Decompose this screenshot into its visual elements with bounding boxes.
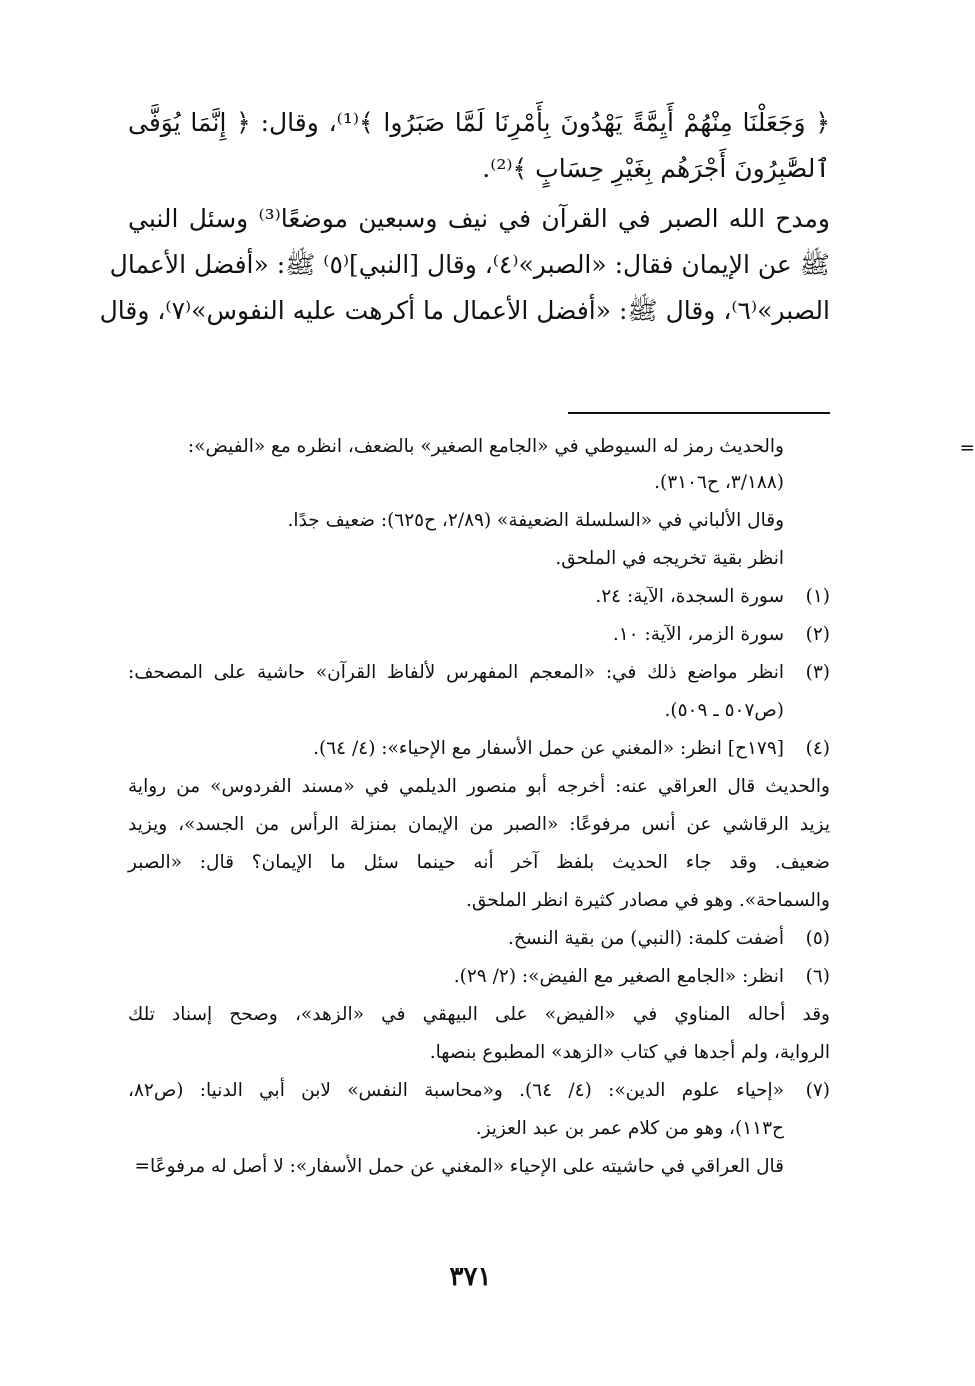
footnote-row	[128, 700, 830, 736]
footnote-text: يزيد الرقاشي عن أنس مرفوعًا: «الصبر من الإيمان بمنزلة الرأس من الجسد»، ويزيد	[128, 814, 830, 835]
footnote-text: [١٧٩ح] انظر: «المغني عن حمل الأسفار مع الإحياء»: (٤/ ٦٤).	[313, 738, 784, 759]
footnote-row	[128, 1042, 830, 1078]
footnote-text: قال العراقي في حاشيته على الإحياء «المغني عن حمل الأسفار»: لا أصل له مرفوعًا=	[134, 1156, 784, 1177]
footnote-row	[128, 472, 830, 508]
footnote-row	[128, 1080, 830, 1116]
footnote-number: (٥)	[805, 928, 830, 949]
footnote-text: ضعيف. وقد جاء الحديث بلفظ آخر أنه حينما سئل ما الإيمان؟ قال: «الصبر	[128, 852, 830, 873]
footnote-text: والسماحة». وهو في مصادر كثيرة انظر الملحق.	[465, 890, 830, 911]
footnote-row	[128, 776, 830, 812]
main-line-2: ٱلصَّٰبِرُونَ أَجْرَهُم بِغَيْرِ حِسَابٍ ﴾⁽²⁾.	[482, 154, 830, 183]
footnote-number: (١)	[805, 586, 830, 607]
footnote-row	[128, 852, 830, 888]
footnote-text: الرواية، ولم أجدها في كتاب «الزهد» المطبوع بنصها.	[429, 1042, 830, 1063]
footnote-row	[128, 624, 830, 660]
footnote-text: انظر مواضع ذلك في: «المعجم المفهرس لألفاظ القرآن» حاشية على المصحف:	[128, 662, 784, 683]
main-line-5: الصبر»⁽٦⁾، وقال ﷺ: «أفضل الأعمال ما أكرهت عليه النفوس»⁽٧⁾، وقال	[99, 296, 830, 325]
footnote-text: سورة السجدة، الآية: ٢٤.	[595, 586, 784, 607]
footnote-text: وقال الألباني في «السلسلة الضعيفة» (٢/٨٩، ح٦٢٥): ضعيف جدًا.	[287, 510, 784, 531]
footnote-row	[128, 1118, 830, 1154]
footnote-number: (٣)	[805, 662, 830, 683]
continuation-mark: =	[959, 438, 975, 459]
footnote-row	[128, 510, 830, 546]
footnote-text: وقد أحاله المناوي في «الفيض» على البيهقي في «الزهد»، وصحح إسناد تلك	[128, 1004, 830, 1025]
footnote-row	[128, 1156, 830, 1192]
footnote-text: (ص٥٠٧ ـ ٥٠٩).	[664, 700, 784, 721]
footnote-divider	[568, 412, 830, 414]
footnote-text: (٣/١٨٨، ح٣١٠٦).	[654, 472, 784, 493]
footnote-row	[128, 586, 830, 622]
footnote-text: انظر: «الجامع الصغير مع الفيض»: (٢/ ٢٩).	[453, 966, 784, 987]
footnote-row	[128, 738, 830, 774]
footnote-row	[128, 1004, 830, 1040]
footnote-number: (٧)	[805, 1080, 830, 1101]
footnote-text: سورة الزمر، الآية: ١٠.	[612, 624, 784, 645]
footnote-number: (٦)	[805, 966, 830, 987]
footnote-text: والحديث رمز له السيوطي في «الجامع الصغير» بالضعف، انظره مع «الفيض»:	[187, 436, 784, 457]
footnote-number: (٢)	[805, 624, 830, 645]
footnote-row	[128, 966, 830, 1002]
footnote-row	[128, 890, 830, 926]
main-text	[99, 100, 830, 334]
footnote-number: (٤)	[805, 738, 830, 759]
footnote-text: والحديث قال العراقي عنه: أخرجه أبو منصور الديلمي في «مسند الفردوس» من رواية	[128, 776, 830, 797]
main-line-4: ﷺ عن الإيمان فقال: «الصبر»⁽٤⁾، وقال [النبي]⁽٥⁾ ﷺ: «أفضل الأعمال	[109, 250, 830, 279]
main-line-3: ومدح الله الصبر في القرآن في نيف وسبعين موضعًا⁽³⁾ وسئل النبي	[128, 204, 830, 233]
footnote-text: انظر بقية تخريجه في الملحق.	[555, 548, 784, 569]
footnote-row	[128, 814, 830, 850]
footnote-text: أضفت كلمة: (النبي) من بقية النسخ.	[507, 928, 784, 949]
main-line-1: ﴿ وَجَعَلْنَا مِنْهُمْ أَيِمَّةً يَهْدُونَ بِأَمْرِنَا لَمَّا صَبَرُوا ﴾⁽¹⁾، وقال: ﴿ إِنَّمَا يُوَفَّى	[128, 108, 830, 137]
footnote-row	[128, 548, 830, 584]
footnote-row	[128, 928, 830, 964]
footnote-row	[128, 662, 830, 698]
page-number: ٣٧١	[449, 1262, 492, 1292]
footnote-row	[128, 436, 830, 472]
footnote-text: ح١١٣)، وهو من كلام عمر بن عبد العزيز.	[475, 1118, 784, 1139]
footnote-text: «إحياء علوم الدين»: (٤/ ٦٤). و«محاسبة النفس» لابن أبي الدنيا: (ص٨٢،	[128, 1080, 784, 1101]
